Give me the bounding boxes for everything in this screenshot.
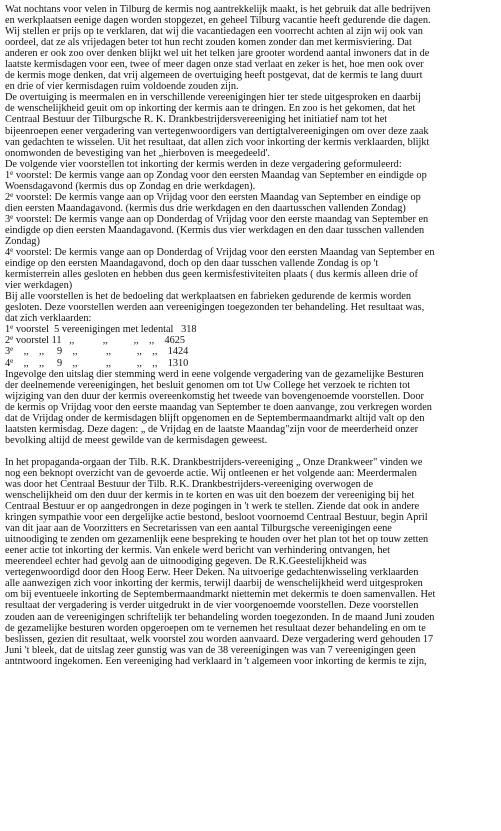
document-text xyxy=(5,4,499,667)
text-line: bevolking altijd de meest gewilde van de kermisdagen geweest. xyxy=(5,434,268,446)
text-line: de gezamelijke besturen worden opgeroepen om te vernemen het resultaat dezer behandeling en om te xyxy=(5,622,426,634)
ordinal-suffix: e xyxy=(10,247,14,255)
proposal-text: voorstel: De kermis vange aan op Vrijdag voor den eersten Maandag van September en eindige op xyxy=(13,191,421,203)
text-line: antntwoord ingekomen. Een vereeniging had verklaard in 't algemeen voor inkorting de kermis te zijn, xyxy=(5,655,427,667)
text-line: gesloten. Deze voorstellen werden aan vereenigingen toegezonden ter behandeling. Het resultaat was, xyxy=(5,302,425,314)
ordinal-suffix: e xyxy=(10,357,14,365)
text-line: laatste kermisdagen voor een, twee of meer dagen onze stad verlaat en zeker is het, hoe men ook over xyxy=(5,59,424,71)
text-line: de kermis op Vrijdag voor den eerste maandag van September te doen aanvange, zou verkregen worden xyxy=(5,401,432,413)
proposal-line xyxy=(5,214,499,225)
text-line: In het propaganda-orgaan der Tilb. R.K. Drankbestrijders-vereeniging „ Onze Drankweer" vinden we xyxy=(5,456,423,468)
text-line: kringen sympathie voor een dergelijke actie bestond, besloot voornoemd Centraal Bestuur, begin April xyxy=(5,512,428,524)
text-line: Centraal Bestuur er op aangedrongen in deze pogingen in 't werk te stellen. Ziende dat ook in andere xyxy=(5,501,420,513)
text-line: Woensdagavond (kermis dus op Zondag en drie werkdagen). xyxy=(5,180,256,192)
text-line: De volgende vier voorstellen tot inkorting der kermis werden in deze vergadering geformuleerd: xyxy=(5,158,402,170)
text-line: zouden aan de vereenigingen schriftelijk ter behandeling worden toegezonden. In de maand Juni zouden xyxy=(5,611,435,623)
vote-results-table xyxy=(5,324,499,368)
text-line: eindigde op dien eersten Maandagavond. (Kermis dus vier werkdagen en den daar tusschen vallenden xyxy=(5,224,425,236)
text-line: Bij alle voorstellen is het de bedoeling dat werkplaatsen en fabrieken gedurende de kermis worden xyxy=(5,291,412,303)
proposal-text: voorstel: De kermis vange aan op Zondag voor den eersten Maandag van September en eindigde op xyxy=(13,169,427,181)
proposal-number: 1 xyxy=(5,324,11,336)
proposal-number: 3 xyxy=(5,346,11,358)
vote-text: ,, ,, 9 ,, ,, ,, ,, 1424 xyxy=(13,346,189,358)
text-line: van dit jaar aan de Voorzitters en Secretarissen van een aantal Tilburgsche vereenigingen eene xyxy=(5,523,392,535)
proposal-line xyxy=(5,192,499,203)
text-line: alle aanwezigen zich voor inkorting der kermis, terwijl daarbij de wenschelijkheid werd uitgesproken xyxy=(5,578,423,590)
text-line: der deelnemende vereenigingen, het besluit genomen om tot Uw College het verzoek te richten tot xyxy=(5,379,411,391)
text-line: de kermis moge denken, dat vrij algemeen de overtuiging heeft postgevat, dat de kermis te lang duurt xyxy=(5,70,423,82)
text-line: bijeenroepen eener vergadering van vertegenwoordigers van dertigtalvereenigingen om over deze zaak xyxy=(5,125,429,137)
text-line: laatsten kermisdag. Deze dagen: „ de Vrijdag en de laatste Maandag"zijn voor de meerderheid onzer xyxy=(5,423,419,435)
text-line: eindige op den eersten Maandagavond, doch op den daar tusschen vallende Zondag is op 't xyxy=(5,258,379,270)
text-line: om bij eventueele inkorting de Septembermaandmarkt niettemin met dekermis te doen samenvallen. Het xyxy=(5,589,436,601)
proposal-number: 4 xyxy=(5,247,11,259)
text-line: vier werkdagen) xyxy=(5,280,73,292)
text-line: dat zich verklaarden: xyxy=(5,313,92,325)
proposal-line xyxy=(5,247,499,258)
text-line: dat de Vrijdag onder de kermisdagen blijft opgenomen en de Septembermaandmarkt altijd valt op den xyxy=(5,412,425,424)
proposal-number: 4 xyxy=(5,357,11,369)
ordinal-suffix: e xyxy=(10,335,14,343)
text-line: Centraal Bestuur der Tilburgsche R. K. Drankbestrijdersvereeniging het initiatief nam tot het xyxy=(5,114,388,126)
proposal-number: 2 xyxy=(5,335,11,347)
text-line: vertegenwoordigd door den Hoog Eerw. Heer Deken. Na uitvoerige gedachtenwisseling verklaarden xyxy=(5,567,419,579)
text-line: beslissen, gezien dit resultaat, welk voorstel zou worden aanvaard. Deze vergadering werd gehouden 17 xyxy=(5,633,434,645)
text-line: en drie of vier kermisdagen ruim voldoende zouden zijn. xyxy=(5,81,239,93)
paragraph-decision xyxy=(5,369,499,446)
text-line: anderen er ook zoo over denken blijkt wel uit het telken jare grooter wordend aantal inwoners dat in de xyxy=(5,48,430,60)
text-line: Juni 't bleek, dat de uitslag zeer gunstig was van de 38 vereenigingen was van 7 vereenigingen geen xyxy=(5,644,416,656)
text-line: meerendeel echter had gevolg aan de uitnoodiging gegeven. De R.K.Geestelijkheid was xyxy=(5,556,367,568)
paragraph-results-intro xyxy=(5,291,499,324)
vote-text: ,, ,, 9 ,, ,, ,, ,, 1310 xyxy=(13,357,189,369)
text-line: Ingevolge den uitslag dier stemming werd in eene volgende vergadering van de gezamelijke Besturen xyxy=(5,368,424,380)
text-line: Wat nochtans voor velen in Tilburg de kermis nog aantrekkelijk maakt, is het gebruik dat alle bedrijven xyxy=(5,4,431,15)
proposal-number: 1 xyxy=(5,169,11,181)
paragraph-propaganda xyxy=(5,457,499,667)
text-line: kermisterrein alles gesloten en hebben dus geen kermisfestiviteiten plaats ( dus kermis alleen drie of xyxy=(5,269,418,281)
ordinal-suffix: e xyxy=(10,324,14,332)
proposal-number: 2 xyxy=(5,191,11,203)
text-line: wijziging van den duur der kermis overeenkomstig het tweede van bovengenoemde voorstellen. Door xyxy=(5,390,424,402)
text-line: de wenschelijkheid geuit om op inkorting der kermis aan te dringen. En zoo is het gekomen, dat het xyxy=(5,103,416,115)
proposal-line xyxy=(5,170,499,181)
text-line: eener actie tot inkorting der kermis. Van enkele werd bericht van verhindering ontvangen, het xyxy=(5,545,390,557)
vote-text: voorstel 11 ,, ,, ,, ,, 4625 xyxy=(13,335,186,347)
paragraph-gap xyxy=(5,446,499,457)
text-line: onomwonden de bevestiging van het „hierboven is meegedeeld'. xyxy=(5,147,270,159)
proposal-number: 3 xyxy=(5,213,11,225)
proposal-text: voorstel: De kermis vange aan op Donderdag of Vrijdag voor den eerste maandag van September en xyxy=(13,213,429,225)
text-line: Zondag) xyxy=(5,235,40,247)
text-line: van gedachten te wisselen. Uit het resultaat, dat allen zich voor inkorting der kermis verklaarden, blijkt xyxy=(5,136,430,148)
text-line: Wij stellen er prijs op te verklaren, dat wij die vacantiedagen een voorrecht achten al zijn wij ook van xyxy=(5,26,423,38)
vote-row xyxy=(5,335,499,346)
text-line: nog een beknopt overzicht van de gevoerde actie. Wij ontleenen er het volgende aan: Meerdermalen xyxy=(5,467,417,479)
text-line: dien eersten Maandagavond. (kermis dus drie werkdagen en den daartusschen vallenden Zondag) xyxy=(5,202,406,214)
vote-row xyxy=(5,324,499,335)
ordinal-suffix: e xyxy=(10,191,14,199)
text-line: uitnoodiging te zenden om gezamenlijk eene bespreking te houden over het plan tot het op touw zetten xyxy=(5,534,429,546)
vote-text: voorstel 5 vereenigingen met ledental 318 xyxy=(13,324,197,336)
text-line: wenschelijkheid om den duur der kermis in te korten en was uit den boezem der vereeniging bij het xyxy=(5,490,415,502)
vote-row xyxy=(5,358,499,369)
paragraph-intro xyxy=(5,4,499,170)
vote-row xyxy=(5,346,499,357)
text-line: resultaat der vergadering is verder uitgedrukt in de vier voorgenoemde voorstellen. Deze voorstellen xyxy=(5,600,419,612)
ordinal-suffix: e xyxy=(10,213,14,221)
ordinal-suffix: e xyxy=(10,169,14,177)
proposal-text: voorstel: De kermis vange aan op Donderdag of Vrijdag voor den eersten Maandag van September en xyxy=(13,247,435,259)
text-line: De overtuiging is meermalen en in verschillende vereenigingen hier ter stede uitgesproken en daarbij xyxy=(5,92,422,104)
ordinal-suffix: e xyxy=(10,346,14,354)
proposals-list xyxy=(5,170,499,292)
text-line: en werkplaatsen eenige dagen worden stopgezet, en geheel Tilburg vacantie heeft gedurende die dagen. xyxy=(5,15,431,27)
text-line: oordeel, dat ze als vrijedagen beter tot hun recht zouden komen zonder dan met kermisviering. Dat xyxy=(5,37,412,49)
text-line: was door het Centraal Bestuur der Tilb. R.K. Drankbestrijders-vereeniging overwogen de xyxy=(5,478,374,490)
